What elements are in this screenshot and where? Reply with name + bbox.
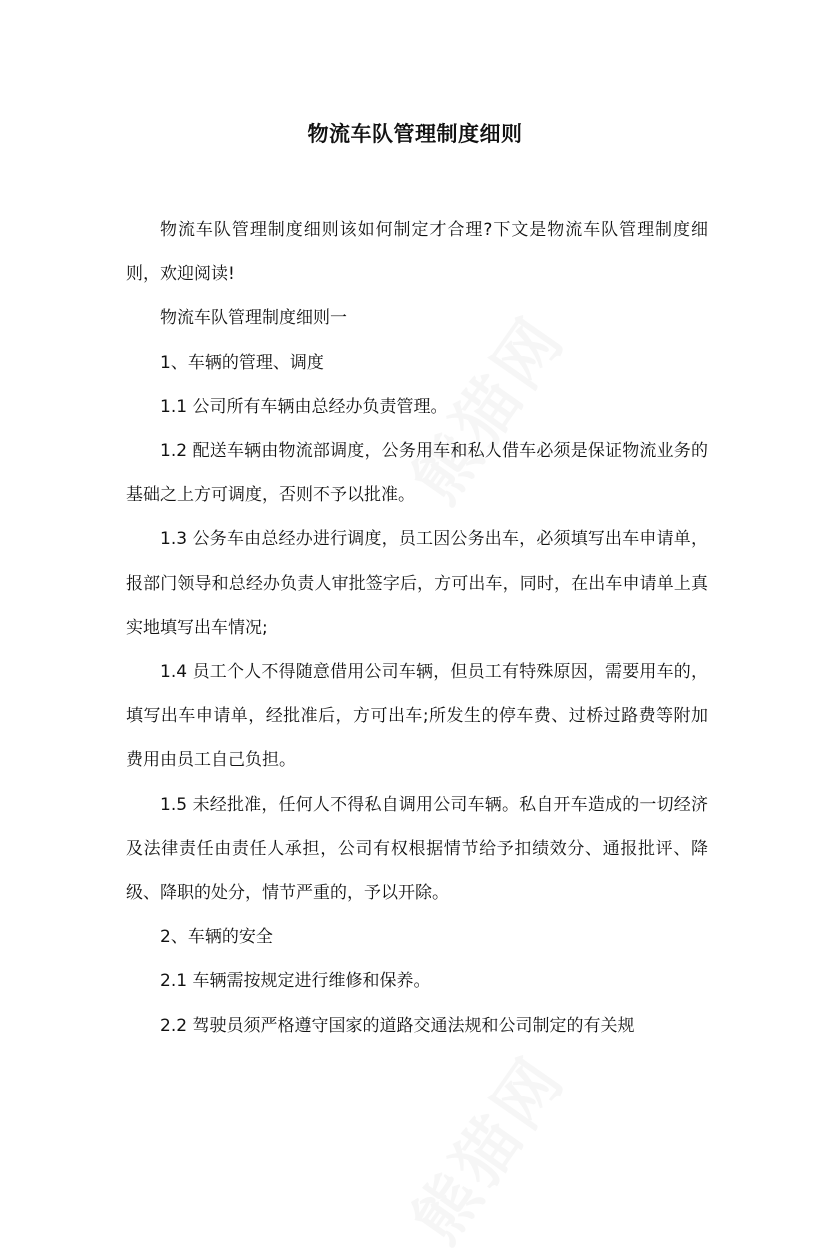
subsection-heading: 1、车辆的管理、调度 <box>160 352 324 373</box>
clause-paragraph: 2.2 驾驶员须严格遵守国家的道路交通法规和公司制定的有关规 <box>160 1015 635 1036</box>
clause-paragraph: 2.1 车辆需按规定进行维修和保养。 <box>160 971 431 992</box>
watermark <box>387 1034 583 1258</box>
clause-paragraph: 1.2 配送车辆由物流部调度，公务用车和私人借车必须是保证物流业务的基础之上方可调度，否则不予以批准。 <box>126 441 708 506</box>
clause-paragraph: 1.3 公务车由总经办进行调度，员工因公务出车，必须填写出车申请单，报部门领导和总经办负责人审批签字后，方可出车，同时，在出车申请单上真实地填写出车情况; <box>126 529 708 638</box>
document-body <box>126 208 708 1048</box>
section-heading: 物流车队管理制度细则一 <box>160 308 347 329</box>
clause-paragraph: 1.5 未经批准，任何人不得私自调用公司车辆。私自开车造成的一切经济及法律责任由责任人承担，公司有权根据情节给予扣绩效分、通报批评、降级、降职的处分，情节严重的，予以开除。 <box>126 794 708 904</box>
document-title: 物流车队管理制度细则 <box>307 122 523 146</box>
clause-paragraph: 1.1 公司所有车辆由总经办负责管理。 <box>160 396 448 417</box>
subsection-heading: 2、车辆的安全 <box>160 927 273 948</box>
intro-paragraph: 物流车队管理制度细则该如何制定才合理?下文是物流车队管理制度细则，欢迎阅读! <box>126 220 708 285</box>
clause-paragraph: 1.4 员工个人不得随意借用公司车辆，但员工有特殊原因，需要用车的，填写出车申请单，经批准后，方可出车;所发生的停车费、过桥过路费等附加费用由员工自己负担。 <box>126 662 708 771</box>
